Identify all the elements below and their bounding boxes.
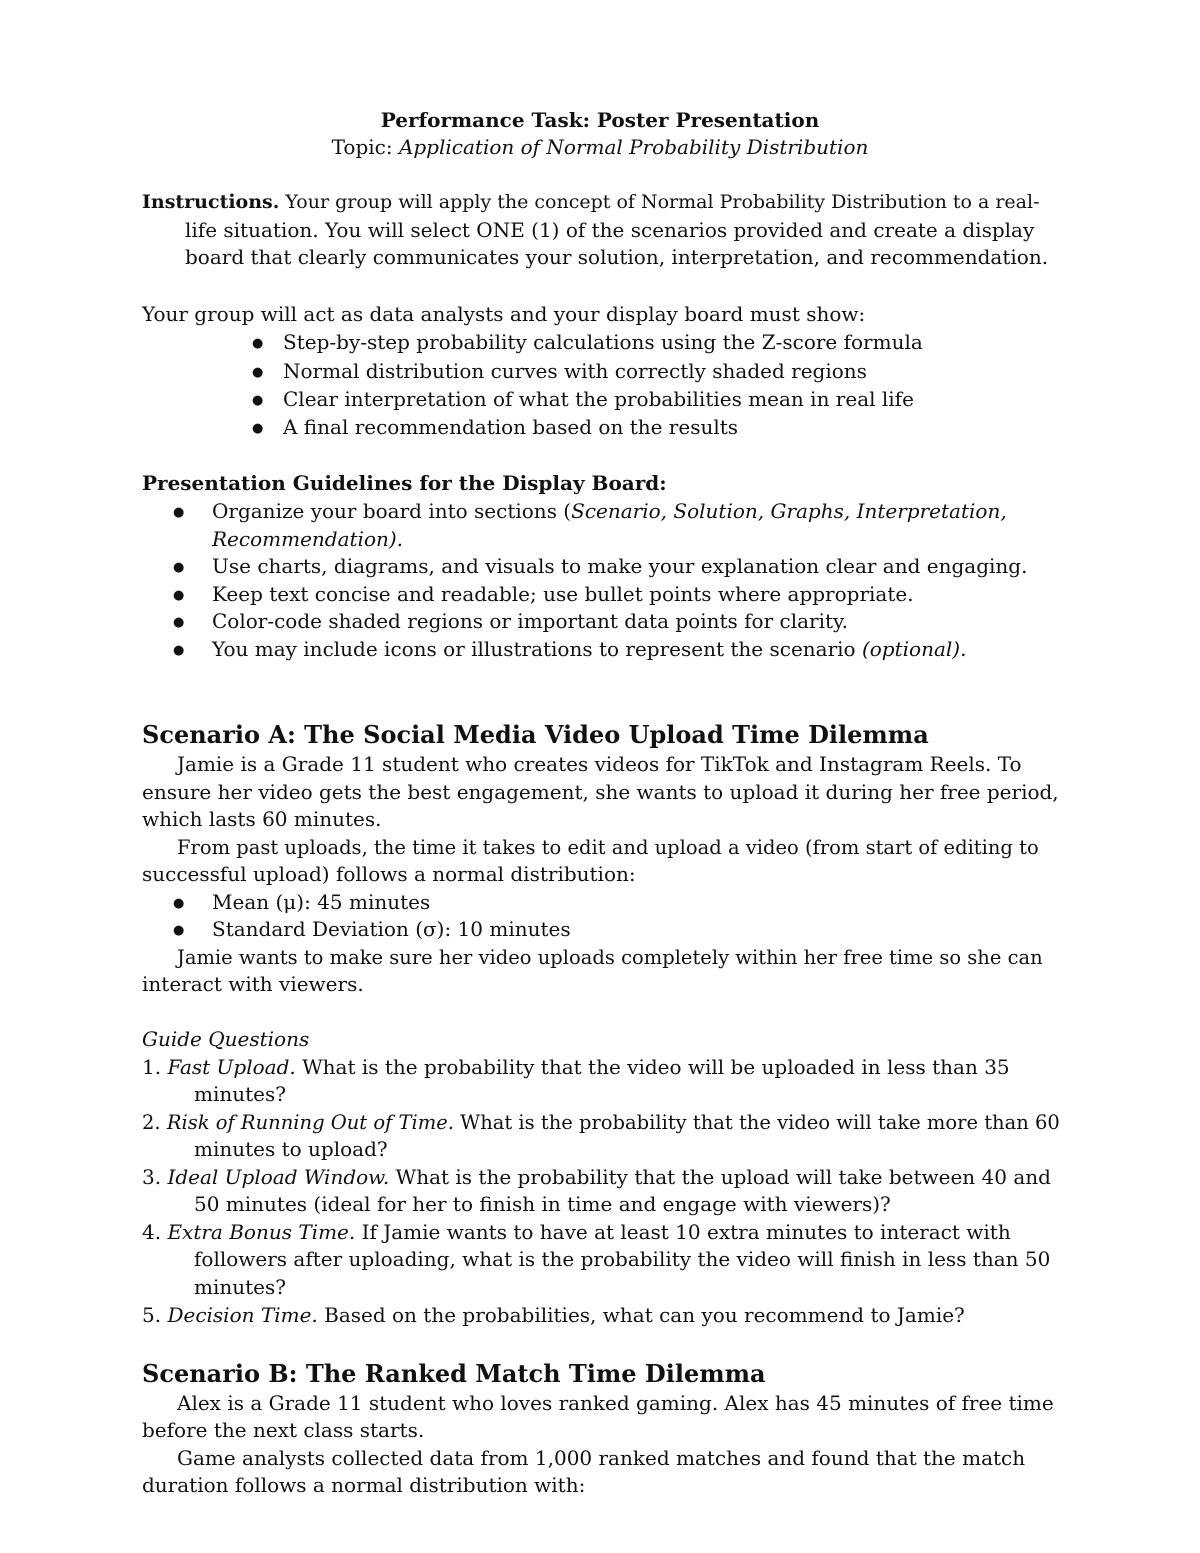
- instructions-line-2: life situation. You will select ONE (1) of the scenarios provided and create a display: [185, 218, 1035, 242]
- bullet-icon: [252, 358, 263, 388]
- guide-question-4-cont: followers after uploading, what is the probability the video will finish in less than 50: [194, 1247, 1051, 1271]
- scenario-a-heading: Scenario A: The Social Media Video Upload Time Dilemma: [142, 720, 929, 749]
- scenario-a-text: interact with viewers.: [142, 972, 364, 996]
- guide-question-2: 2. Risk of Running Out of Time. What is the probability that the video will take more than 60: [142, 1111, 1060, 1134]
- scenario-a-mean: Mean (μ): 45 minutes: [212, 890, 431, 914]
- guideline-item-1: Organize your board into sections (Scenario, Solution, Graphs, Interpretation,: [212, 499, 1007, 523]
- topic-label: Topic:: [331, 135, 399, 159]
- guideline-item-5: You may include icons or illustrations to represent the scenario (optional).: [212, 637, 967, 661]
- guideline-item-2: Use charts, diagrams, and visuals to make your explanation clear and engaging.: [212, 554, 1028, 578]
- instructions-line-3: board that clearly communicates your solution, interpretation, and recommendation.: [185, 245, 1049, 269]
- must-show-item: Clear interpretation of what the probabilities mean in real life: [283, 387, 914, 411]
- guide-question-4: 4. Extra Bonus Time. If Jamie wants to have at least 10 extra minutes to interact with: [142, 1220, 1011, 1244]
- guide-question-3: 3. Ideal Upload Window. What is the probability that the upload will take between 40 and: [142, 1165, 1051, 1189]
- bullet-icon: [173, 553, 184, 583]
- guideline-item-3: Keep text concise and readable; use bullet points where appropriate.: [212, 582, 914, 606]
- scenario-a-text: successful upload) follows a normal distribution:: [142, 862, 636, 886]
- bullet-icon: [173, 608, 184, 638]
- scenario-b-text: duration follows a normal distribution with:: [142, 1473, 586, 1497]
- must-show-item: A final recommendation based on the results: [283, 415, 739, 439]
- scenario-b-heading: Scenario B: The Ranked Match Time Dilemma: [142, 1359, 766, 1388]
- scenario-a-sd: Standard Deviation (σ): 10 minutes: [212, 917, 571, 941]
- scenario-a-text: Jamie is a Grade 11 student who creates videos for TikTok and Instagram Reels. To: [177, 752, 1022, 776]
- must-show-item: Normal distribution curves with correctly shaded regions: [283, 359, 867, 383]
- guide-question-2-cont: minutes to upload?: [194, 1137, 388, 1161]
- guideline-item-1-cont: Recommendation).: [212, 527, 404, 551]
- scenario-a-text: ensure her video gets the best engagement, she wants to upload it during her free period,: [142, 780, 1059, 804]
- guideline-item-4: Color-code shaded regions or important data points for clarity.: [212, 609, 849, 633]
- scenario-a-text: Jamie wants to make sure her video uploads completely within her free time so she can: [177, 946, 1043, 969]
- scenario-a-text: which lasts 60 minutes.: [142, 807, 382, 831]
- bullet-icon: [252, 414, 263, 444]
- bullet-icon: [173, 498, 184, 528]
- must-show-item: Step-by-step probability calculations using the Z-score formula: [283, 330, 923, 354]
- must-show-intro: Your group will act as data analysts and your display board must show:: [142, 302, 866, 326]
- bullet-icon: [252, 329, 263, 359]
- guide-question-1-cont: minutes?: [194, 1082, 286, 1106]
- guide-question-1: 1. Fast Upload. What is the probability that the video will be uploaded in less than 35: [142, 1055, 1010, 1079]
- guide-question-5: 5. Decision Time. Based on the probabilities, what can you recommend to Jamie?: [142, 1303, 965, 1327]
- guidelines-heading: Presentation Guidelines for the Display Board:: [142, 471, 667, 495]
- bullet-icon: [173, 916, 184, 946]
- scenario-a-text: From past uploads, the time it takes to edit and upload a video (from start of editing to: [177, 836, 1039, 859]
- bullet-icon: [173, 889, 184, 919]
- bullet-icon: [173, 636, 184, 666]
- scenario-b-text: before the next class starts.: [142, 1418, 425, 1442]
- bullet-icon: [173, 581, 184, 611]
- guide-question-3-cont: 50 minutes (ideal for her to finish in time and engage with viewers)?: [194, 1192, 891, 1216]
- instructions-line-1: Instructions. Your group will apply the concept of Normal Probability Distribution to a real-: [142, 191, 1040, 213]
- guide-questions-label: Guide Questions: [142, 1027, 310, 1051]
- topic-value: Application of Normal Probability Distribution: [398, 135, 869, 159]
- scenario-b-text: Alex is a Grade 11 student who loves ranked gaming. Alex has 45 minutes of free time: [177, 1391, 1054, 1415]
- bullet-icon: [252, 386, 263, 416]
- guide-question-4-cont: minutes?: [194, 1275, 286, 1299]
- page-title: Performance Task: Poster Presentation: [380, 108, 820, 132]
- instructions-label: Instructions.: [142, 191, 280, 213]
- topic-line: [0, 134, 1200, 161]
- scenario-b-text: Game analysts collected data from 1,000 ranked matches and found that the match: [177, 1446, 1026, 1470]
